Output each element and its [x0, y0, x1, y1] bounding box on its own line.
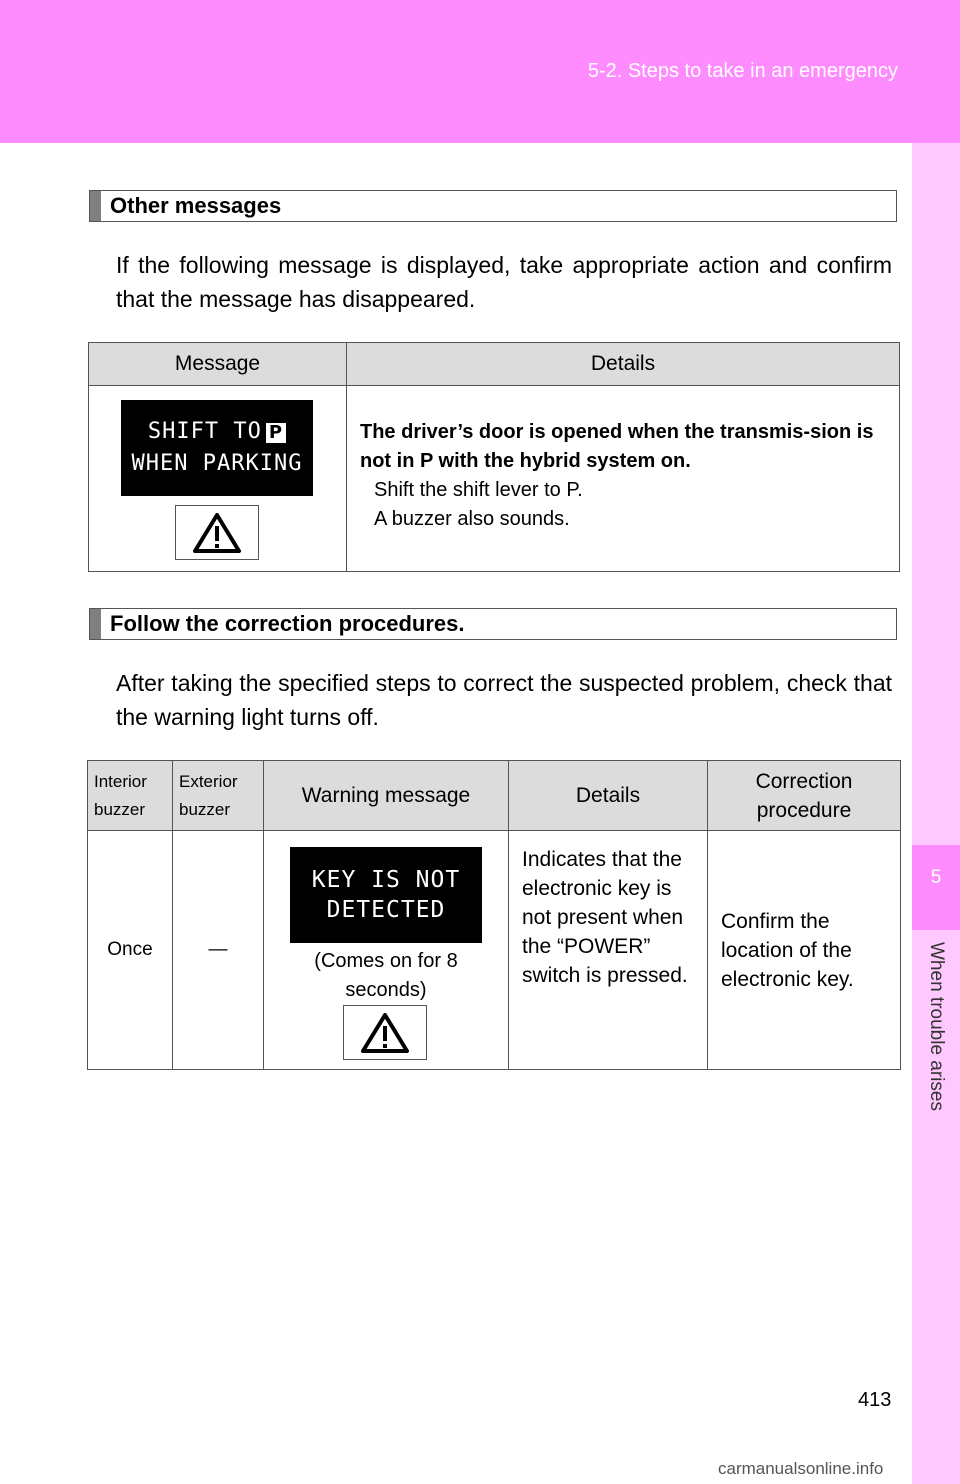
- column-header-message: Message: [89, 343, 347, 386]
- messages-table: [88, 342, 900, 572]
- display-line-1: KEY IS NOT: [311, 867, 461, 893]
- column-header-interior-buzzer: Interior buzzer: [88, 761, 173, 831]
- page-number: 413: [858, 1389, 892, 1411]
- correction-cell: Confirm the location of the electronic key.: [708, 831, 901, 1070]
- side-tab-chapter: [912, 845, 960, 930]
- detail-action: Shift the shift lever to P.: [374, 479, 583, 501]
- section-intro: If the following message is displayed, take appropriate action and confirm that the message has disappeared.: [116, 252, 892, 312]
- warning-triangle-icon: [175, 505, 259, 560]
- section-heading-correction: [89, 608, 897, 640]
- shift-to-park-display: [121, 400, 313, 496]
- display-line-1: SHIFT TO: [147, 419, 262, 444]
- section-title: Other messages: [110, 193, 282, 218]
- display-line-2: DETECTED: [326, 897, 446, 923]
- display-line-2: WHEN PARKING: [131, 451, 303, 476]
- details-cell: [347, 386, 900, 572]
- header-section-title: 5-2. Steps to take in an emergency: [587, 60, 898, 82]
- detail-buzzer: A buzzer also sounds.: [374, 508, 570, 530]
- section-heading-bar: [90, 191, 101, 221]
- column-header-details: Details: [509, 761, 708, 831]
- display-caption: (Comes on for 8 seconds): [314, 950, 458, 1001]
- warning-triangle-icon: [343, 1005, 427, 1060]
- interior-buzzer-cell: Once: [88, 831, 173, 1070]
- warning-message-cell: [264, 831, 509, 1070]
- column-header-exterior-buzzer: Exterior buzzer: [173, 761, 264, 831]
- section-title: Follow the correction procedures.: [110, 611, 465, 636]
- section-heading-bar: [90, 609, 101, 639]
- section-intro: After taking the specified steps to correct the suspected problem, check that the warning light turns off.: [116, 670, 892, 730]
- side-tab-top: [912, 143, 960, 845]
- detail-condition: The driver’s door is opened when the transmis-sion is not in P with the hybrid system on.: [360, 421, 874, 472]
- column-header-warning-message: Warning message: [264, 761, 509, 831]
- watermark: carmanualsonline.info: [718, 1459, 884, 1478]
- exterior-buzzer-cell: —: [173, 831, 264, 1070]
- message-cell: [89, 386, 347, 572]
- details-cell: Indicates that the electronic key is not present when the “POWER” switch is pressed.: [509, 831, 708, 1070]
- column-header-details: Details: [347, 343, 900, 386]
- chapter-number: 5: [930, 867, 942, 888]
- correction-table: [87, 760, 901, 1070]
- page-header: [0, 0, 960, 143]
- park-icon: P: [266, 423, 286, 443]
- column-header-correction-procedure: Correction procedure: [708, 761, 901, 831]
- section-heading-other-messages: [89, 190, 897, 222]
- chapter-title: When trouble arises: [926, 942, 947, 1111]
- key-not-detected-display: [290, 847, 482, 943]
